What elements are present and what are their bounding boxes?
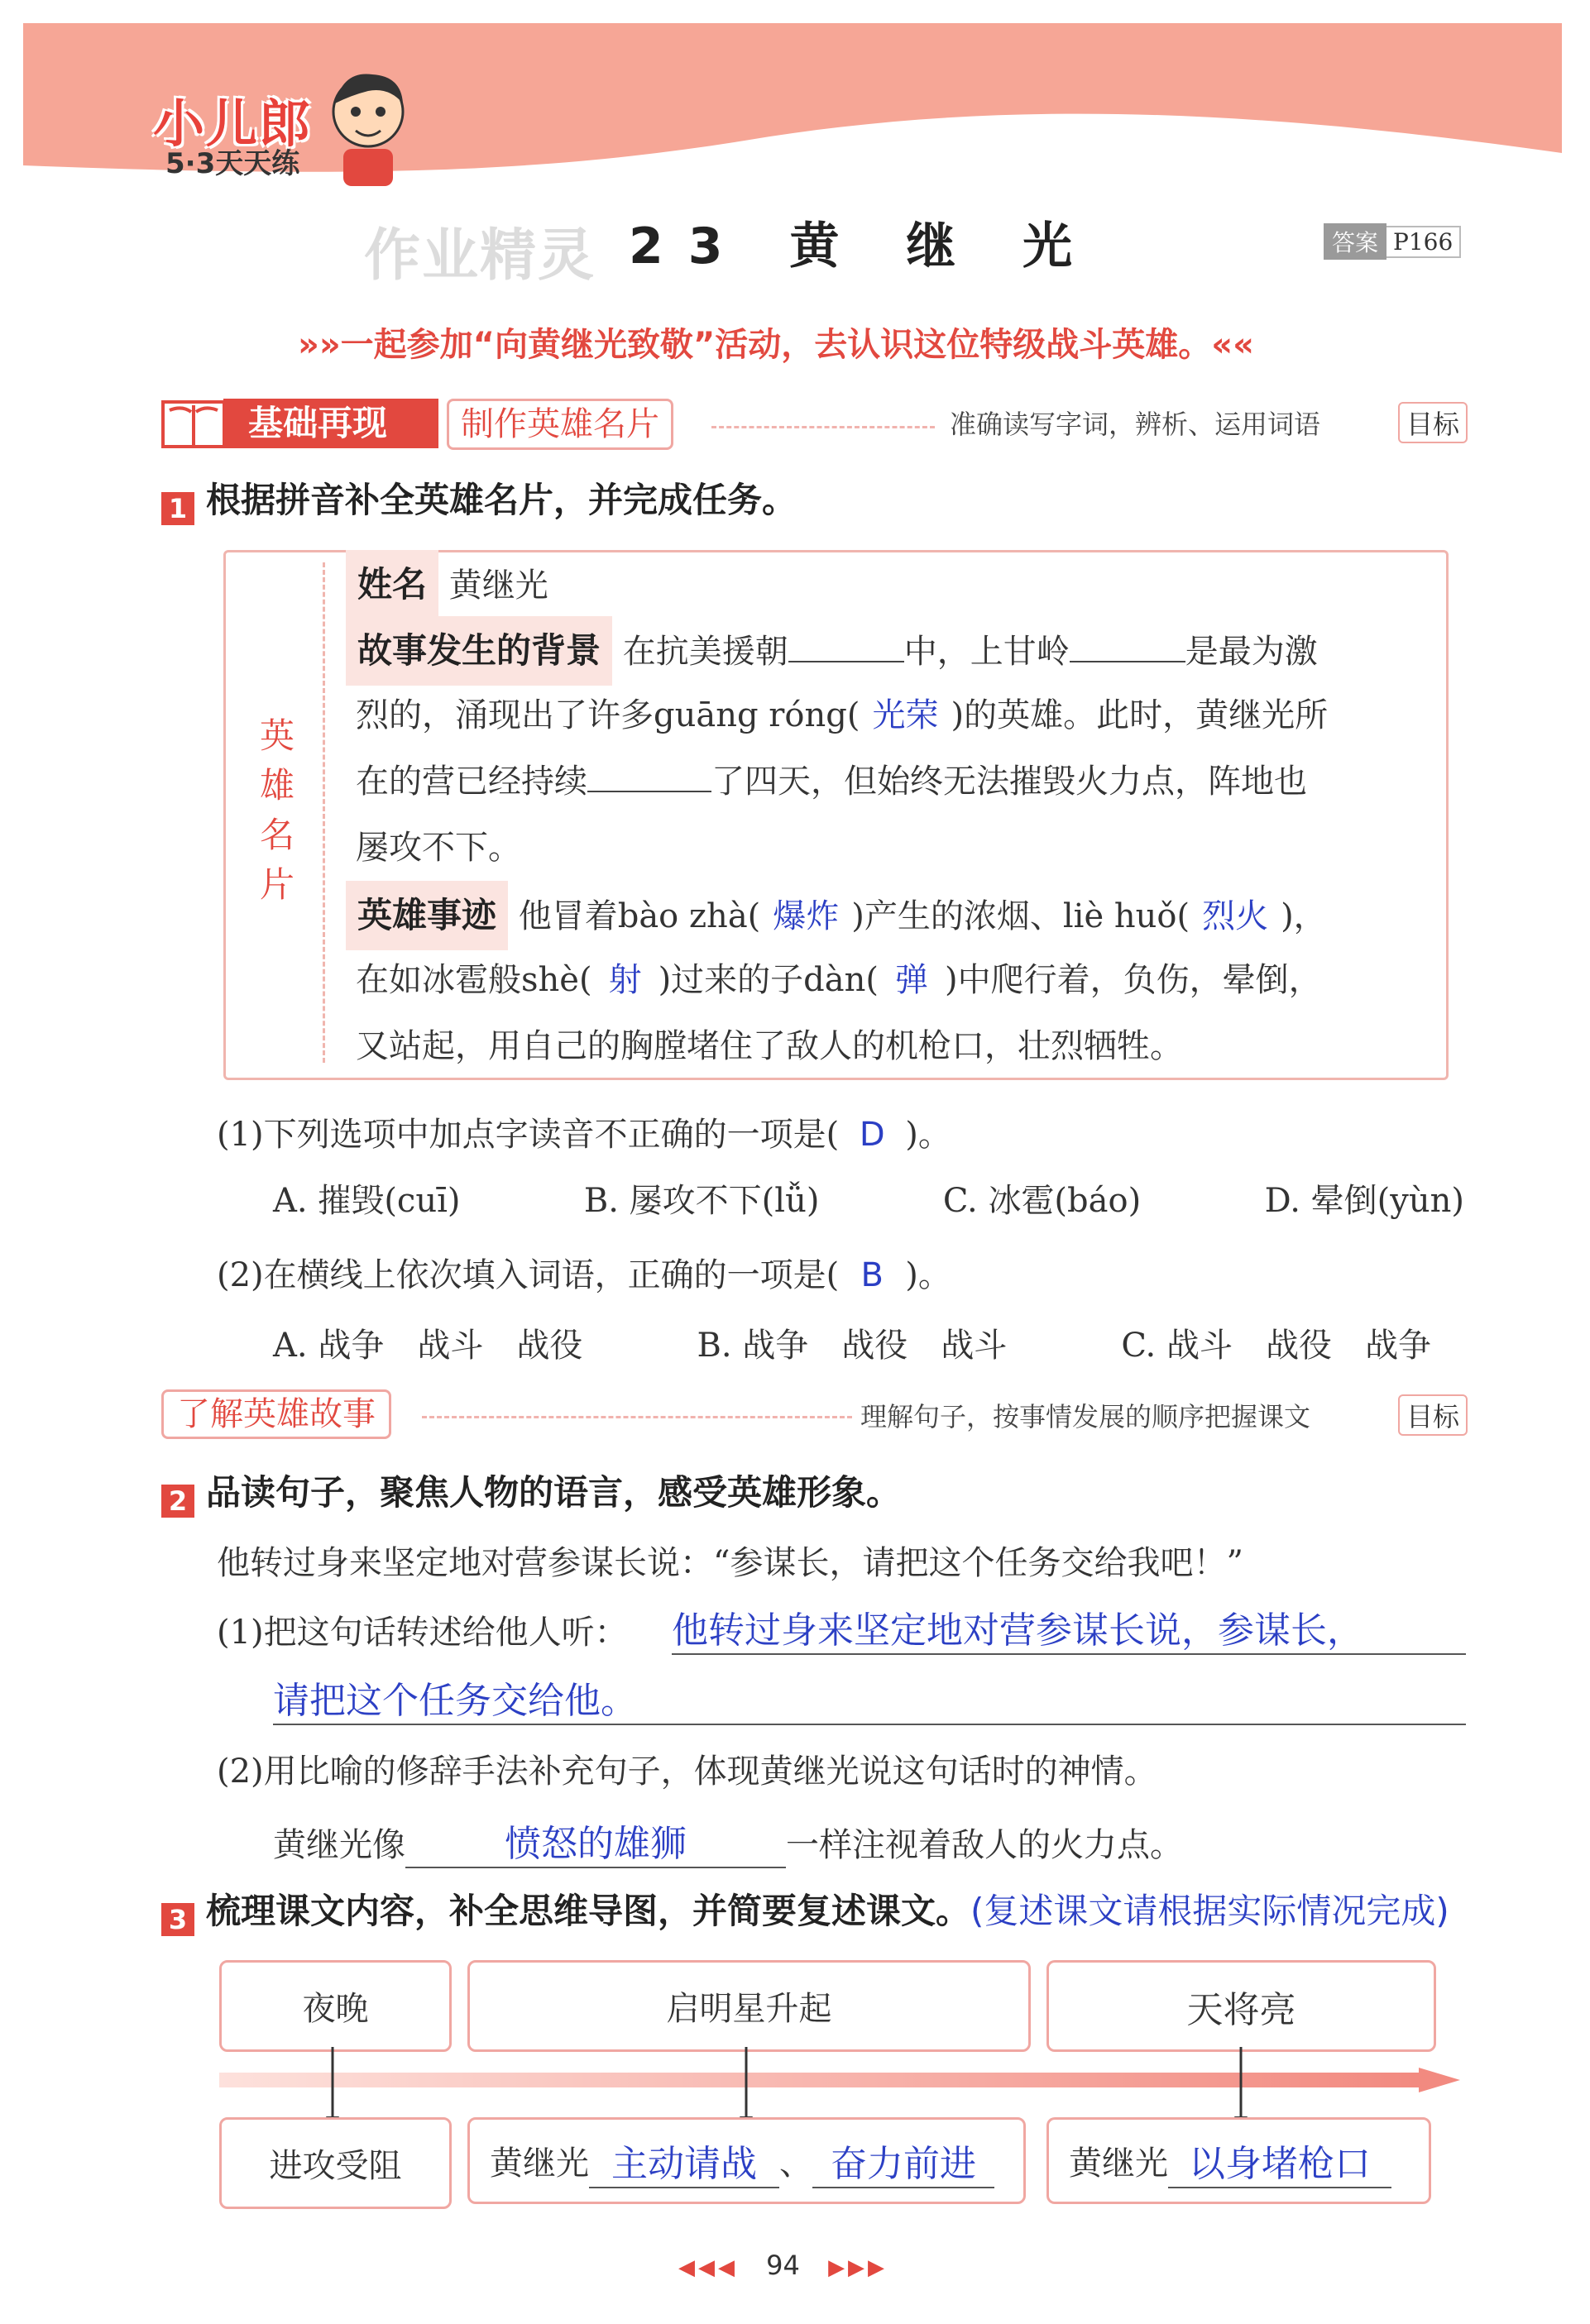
option-c[interactable]: C. 冰雹(báo)	[942, 1182, 1142, 1220]
blank-2[interactable]	[1070, 628, 1185, 662]
deed-row-2	[356, 947, 1322, 1013]
q1-sub2-end: )。	[905, 1256, 951, 1294]
prev-page-arrows[interactable]: ◀◀◀	[678, 2255, 738, 2280]
mindmap-bottom-3-answer[interactable]: 以身堵枪口	[1168, 2134, 1391, 2188]
mindmap-bottom-2-answer-1[interactable]: 主动请战	[589, 2134, 779, 2188]
mindmap-bottom-2-prefix: 黄继光	[490, 2145, 589, 2183]
answer-she[interactable]: 射	[608, 961, 642, 999]
question-note: (复述课文请根据实际情况完成)	[970, 1891, 1449, 1931]
q2-quote: 他转过身来坚定地对营参谋长说：“参谋长，请把这个任务交给我吧！”	[217, 1544, 1243, 1582]
q1-sub1-end: )。	[905, 1116, 951, 1154]
q2-sub2: (2)用比喻的修辞手法补充句子，体现黄继光说这句话时的神情。	[217, 1753, 1157, 1791]
bg-text-1b: 中，上甘岭	[903, 633, 1070, 671]
watermark: 作业精灵	[364, 223, 596, 289]
goal-badge: 目标	[1398, 1394, 1468, 1436]
page-footer	[678, 2250, 888, 2281]
section-story-tag: 了解英雄故事	[161, 1389, 391, 1439]
q1-sub1	[217, 1108, 951, 1155]
q2-sub2-answer[interactable]: 愤怒的雄狮	[405, 1814, 786, 1868]
hero-card-label: 英雄名片	[259, 715, 295, 905]
answer-page: P166	[1386, 226, 1461, 258]
mindmap-bottom-2-answer-2[interactable]: 奋力前进	[812, 2134, 994, 2188]
mindmap-bottom-2-sep: 、	[779, 2145, 812, 2183]
q2-sub2-b: 一样注视着敌人的火力点。	[786, 1826, 1183, 1864]
answer-dan[interactable]: 弹	[895, 961, 929, 999]
mindmap-bottom-1	[219, 2117, 452, 2209]
mascot-illustration	[318, 66, 418, 190]
q2-sub1-answer-line1[interactable]: 他转过身来坚定地对营参谋长说，参谋长，	[672, 1600, 1466, 1655]
mindmap-bottom-3-prefix: 黄继光	[1069, 2145, 1168, 2183]
intro-banner: »»一起参加“向黄继光致敬”活动，去认识这位特级战斗英雄。««	[298, 326, 1254, 364]
q1-sub2-options	[273, 1319, 1431, 1366]
deed-text-2c: )中爬行着，负伤，晕倒，	[945, 961, 1322, 999]
deed-text-1b: )产生的浓烟、liè huǒ(	[851, 897, 1190, 935]
section-basic-tag: 基础再现	[223, 399, 438, 448]
deed-text-1a: 他冒着bào zhà(	[518, 897, 761, 935]
bg-text-2a: 烈的，涌现出了许多guāng róng(	[356, 696, 860, 734]
hero-name-row	[346, 550, 548, 619]
bg-text-3b: 了四天，但始终无法摧毁火力点，阵地也	[711, 763, 1307, 801]
question-number: 1	[161, 492, 194, 525]
answer-liehuo[interactable]: 烈火	[1202, 897, 1269, 935]
q1-sub2	[217, 1249, 951, 1296]
bg-text-3a: 在的营已经持续	[356, 763, 587, 801]
deed-text-1c: )，	[1281, 897, 1327, 935]
bg-text-2b: )的英雄。此时，黄继光所	[951, 696, 1329, 734]
goal-badge: 目标	[1398, 402, 1468, 443]
answer-baozha[interactable]: 爆炸	[773, 897, 840, 935]
next-page-arrows[interactable]: ▶▶▶	[828, 2255, 888, 2280]
q2-sub2-fill	[273, 1814, 1183, 1868]
deed-row-3: 又站起，用自己的胸膛堵住了敌人的机枪口，壮烈牺牲。	[356, 1027, 1183, 1065]
brand-title: 小儿郎	[153, 93, 313, 154]
mindmap-bottom-3	[1046, 2117, 1431, 2204]
question-2	[161, 1466, 901, 1518]
mindmap-top-1-label: 夜晚	[302, 1990, 369, 2028]
mindmap-top-1	[219, 1960, 452, 2052]
mindmap-top-2	[467, 1960, 1031, 2052]
background-row-4: 屡攻不下。	[356, 829, 521, 867]
mindmap-bottom-1-label: 进攻受阻	[269, 2147, 402, 2185]
timeline-arrow	[219, 2068, 1460, 2092]
question-title: 根据拼音补全英雄名片，并完成任务。	[206, 480, 797, 520]
mindmap-top-3-label: 天将亮	[1186, 1988, 1296, 2031]
question-title: 品读句子，聚焦人物的语言，感受英雄形象。	[206, 1472, 902, 1513]
name-key: 姓名	[346, 550, 438, 619]
q2-sub2-a: 黄继光像	[273, 1826, 405, 1864]
bg-text-1a: 在抗美援朝	[622, 633, 788, 671]
question-number: 2	[161, 1485, 194, 1518]
section-basic-goal: 准确读写字词，辨析、运用词语	[950, 409, 1321, 440]
background-row-3	[356, 748, 1307, 815]
section-basic-subtitle: 制作英雄名片	[447, 399, 673, 450]
lesson-title: 23 黄 继 光	[629, 218, 1098, 275]
q2-sub1	[217, 1606, 628, 1653]
question-number: 3	[161, 1903, 194, 1936]
mindmap-top-3[interactable]	[1046, 1960, 1436, 2052]
section-story-goal: 理解句子，按事情发展的顺序把握课文	[860, 1401, 1311, 1432]
option-b[interactable]: B. 战争 战役 战斗	[697, 1327, 1008, 1365]
mindmap-top-2-label: 启明星升起	[666, 1990, 832, 2028]
deed-text-2a: 在如冰雹般shè(	[356, 961, 592, 999]
q1-sub1-question: (1)下列选项中加点字读音不正确的一项是(	[217, 1116, 840, 1154]
answer-reference	[1324, 223, 1461, 260]
bg-text-1c: 是最为激	[1185, 633, 1318, 671]
option-b[interactable]: B. 屡攻不下(lǚ)	[583, 1182, 820, 1220]
blank-3[interactable]	[587, 758, 711, 792]
name-value: 黄继光	[448, 567, 548, 605]
option-a[interactable]: A. 摧毁(cuī)	[273, 1182, 461, 1220]
option-a[interactable]: A. 战争 战斗 战役	[273, 1327, 583, 1365]
background-key: 故事发生的背景	[346, 616, 612, 686]
q1-sub1-options	[273, 1174, 1464, 1222]
divider	[422, 1416, 852, 1418]
background-row-1	[346, 616, 1318, 686]
book-icon	[161, 395, 227, 450]
q1-sub1-answer[interactable]: D	[859, 1116, 885, 1154]
deed-key: 英雄事迹	[346, 881, 508, 950]
question-title: 梳理课文内容，补全思维导图，并简要复述课文。	[206, 1891, 971, 1931]
question-3	[161, 1884, 1449, 1936]
divider	[711, 426, 935, 428]
answer-guangrong[interactable]: 光荣	[872, 696, 939, 734]
page-number: 94	[766, 2250, 800, 2281]
deed-text-2b: )过来的子dàn(	[658, 961, 879, 999]
option-c[interactable]: C. 战斗 战役 战争	[1121, 1327, 1431, 1365]
brand-subtitle: 5·3天天练	[165, 147, 300, 180]
mindmap-bottom-2	[467, 2117, 1026, 2204]
option-d[interactable]: D. 晕倒(yùn)	[1264, 1182, 1464, 1220]
q1-sub2-answer[interactable]: B	[860, 1256, 884, 1294]
background-row-2	[356, 682, 1328, 748]
blank-1[interactable]	[788, 628, 904, 662]
q2-sub1-question: (1)把这句话转述给他人听：	[217, 1614, 628, 1652]
answer-label: 答案	[1324, 223, 1386, 260]
question-1	[161, 473, 797, 525]
q1-sub2-question: (2)在横线上依次填入词语，正确的一项是(	[217, 1256, 840, 1294]
q2-sub1-answer-line2[interactable]: 请把这个任务交给他。	[273, 1671, 1466, 1725]
deed-row-1	[346, 881, 1327, 950]
